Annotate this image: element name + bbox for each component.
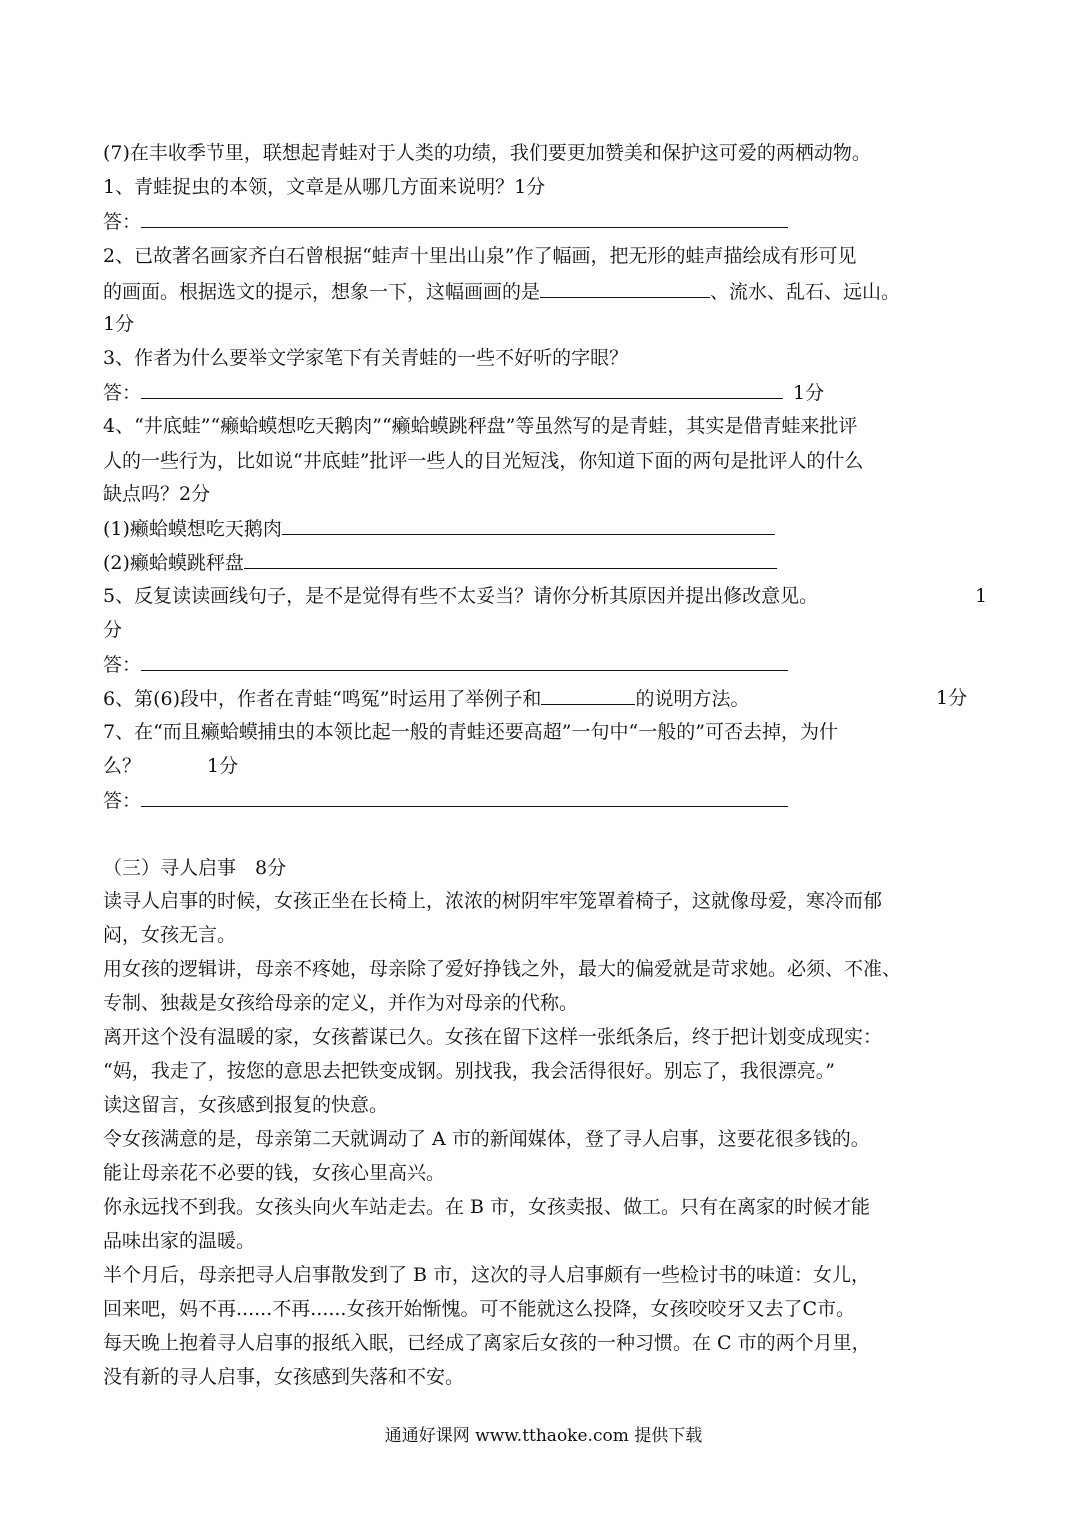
passage-line: 回来吧，妈不再......不再......女孩开始惭愧。可不能就这么投降，女孩咬咬牙又去了C市。	[103, 1298, 856, 1320]
answer-label: 答：	[103, 654, 142, 676]
answer-blank[interactable]	[244, 550, 777, 569]
question-4-line-3: 缺点吗？2分	[103, 483, 211, 505]
document-page	[103, 0, 993, 1536]
passage-line: 能让母亲花不必要的钱，女孩心里高兴。	[103, 1162, 446, 1184]
answer-blank[interactable]	[141, 209, 788, 228]
section-heading: （三）寻人启事 8分	[103, 857, 287, 879]
question-4: 4、“井底蛙”“癞蛤蟆想吃天鹅肉”“癞蛤蟆跳秤盘”等虽然写的是青蛙，其实是借青蛙来批评	[103, 415, 858, 437]
answer-blank[interactable]	[141, 380, 783, 399]
question-1: 1、青蛙捉虫的本领，文章是从哪几方面来说明？1分	[103, 176, 546, 198]
answer-line-5	[103, 652, 788, 677]
fill-in-blank[interactable]	[541, 686, 635, 705]
passage-line: 读寻人启事的时候，女孩正坐在长椅上，浓浓的树阴牢牢笼罩着椅子，这就像母爱，寒冷而郁	[103, 890, 883, 912]
question-7: 7、在“而且癞蛤蟆捕虫的本领比起一般的青蛙还要高超”一句中“一般的”可否去掉，为什	[103, 721, 838, 743]
passage-paragraph-7: (7)在丰收季节里，联想起青蛙对于人类的功绩，我们要更加赞美和保护这可爱的两栖动物。	[103, 142, 871, 164]
answer-label: 答：	[103, 382, 142, 404]
answer-line-1	[103, 209, 788, 234]
question-4-sub-2: (2)癞蛤蟆跳秤盘	[103, 550, 777, 575]
answer-line-3	[103, 380, 824, 405]
question-7-line-2: 么？ 1分	[103, 755, 239, 777]
score-label: 1分	[207, 755, 239, 777]
question-3: 3、作者为什么要举文学家笔下有关青蛙的一些不好听的字眼？	[103, 347, 629, 369]
question-5-score: 分	[103, 619, 123, 641]
answer-blank[interactable]	[141, 652, 788, 671]
passage-line: 读这留言，女孩感到报复的快意。	[103, 1094, 389, 1116]
question-6: 6、第(6)段中，作者在青蛙“鸣冤”时运用了举例子和 的说明方法。	[103, 688, 750, 710]
score-label: 1分	[793, 382, 825, 404]
answer-label: 答：	[103, 790, 142, 812]
passage-line: 你永远找不到我。女孩头向火车站走去。在 B 市，女孩卖报、做工。只有在离家的时候才能	[103, 1196, 871, 1218]
question-4-line-2: 人的一些行为，比如说“井底蛙”批评一些人的目光短浅，你知道下面的两句是批评人的什么	[103, 450, 864, 472]
fill-in-blank[interactable]	[540, 279, 710, 298]
passage-line: 半个月后，母亲把寻人启事散发到了 B 市，这次的寻人启事颇有一些检讨书的味道：女儿，	[103, 1264, 871, 1286]
passage-line: 闷，女孩无言。	[103, 924, 237, 946]
question-2-score: 1分	[103, 313, 135, 335]
answer-blank[interactable]	[141, 788, 788, 807]
score-label: 1分	[936, 687, 968, 709]
passage-line: 专制、独裁是女孩给母亲的定义，并作为对母亲的代称。	[103, 992, 579, 1014]
question-2-line-2: 的画面。根据选文的提示，想象一下，这幅画画的是 、流水、乱石、远山。	[103, 281, 901, 303]
passage-line: 令女孩满意的是，母亲第二天就调动了 A 市的新闻媒体，登了寻人启事，这要花很多钱的。	[103, 1128, 870, 1150]
passage-line: 每天晚上抱着寻人启事的报纸入眠，已经成了离家后女孩的一种习惯。在 C 市的两个月里，	[103, 1332, 871, 1354]
answer-line-7	[103, 788, 788, 813]
question-5: 5、反复读读画线句子，是不是觉得有些不太妥当？请你分析其原因并提出修改意见。	[103, 585, 819, 607]
passage-line: 离开这个没有温暖的家，女孩蓄谋已久。女孩在留下这样一张纸条后，终于把计划变成现实：	[103, 1026, 883, 1048]
passage-line: “妈，我走了，按您的意思去把铁变成钢。别找我，我会活得很好。别忘了，我很漂亮。”	[103, 1060, 835, 1082]
passage-line: 用女孩的逻辑讲，母亲不疼她，母亲除了爱好挣钱之外，最大的偏爱就是苛求她。必须、不准、	[103, 958, 902, 980]
passage-line: 没有新的寻人启事，女孩感到失落和不安。	[103, 1366, 465, 1388]
answer-blank[interactable]	[282, 516, 775, 535]
passage-line: 品味出家的温暖。	[103, 1230, 256, 1252]
question-2: 2、已故著名画家齐白石曾根据“蛙声十里出山泉”作了幅画，把无形的蛙声描绘成有形可见	[103, 245, 857, 267]
answer-label: 答：	[103, 211, 142, 233]
score-label: 1	[975, 585, 988, 607]
question-4-sub-1: (1)癞蛤蟆想吃天鹅肉	[103, 516, 775, 541]
page-footer: 通通好课网 www.tthaoke.com 提供下载	[384, 1426, 703, 1446]
